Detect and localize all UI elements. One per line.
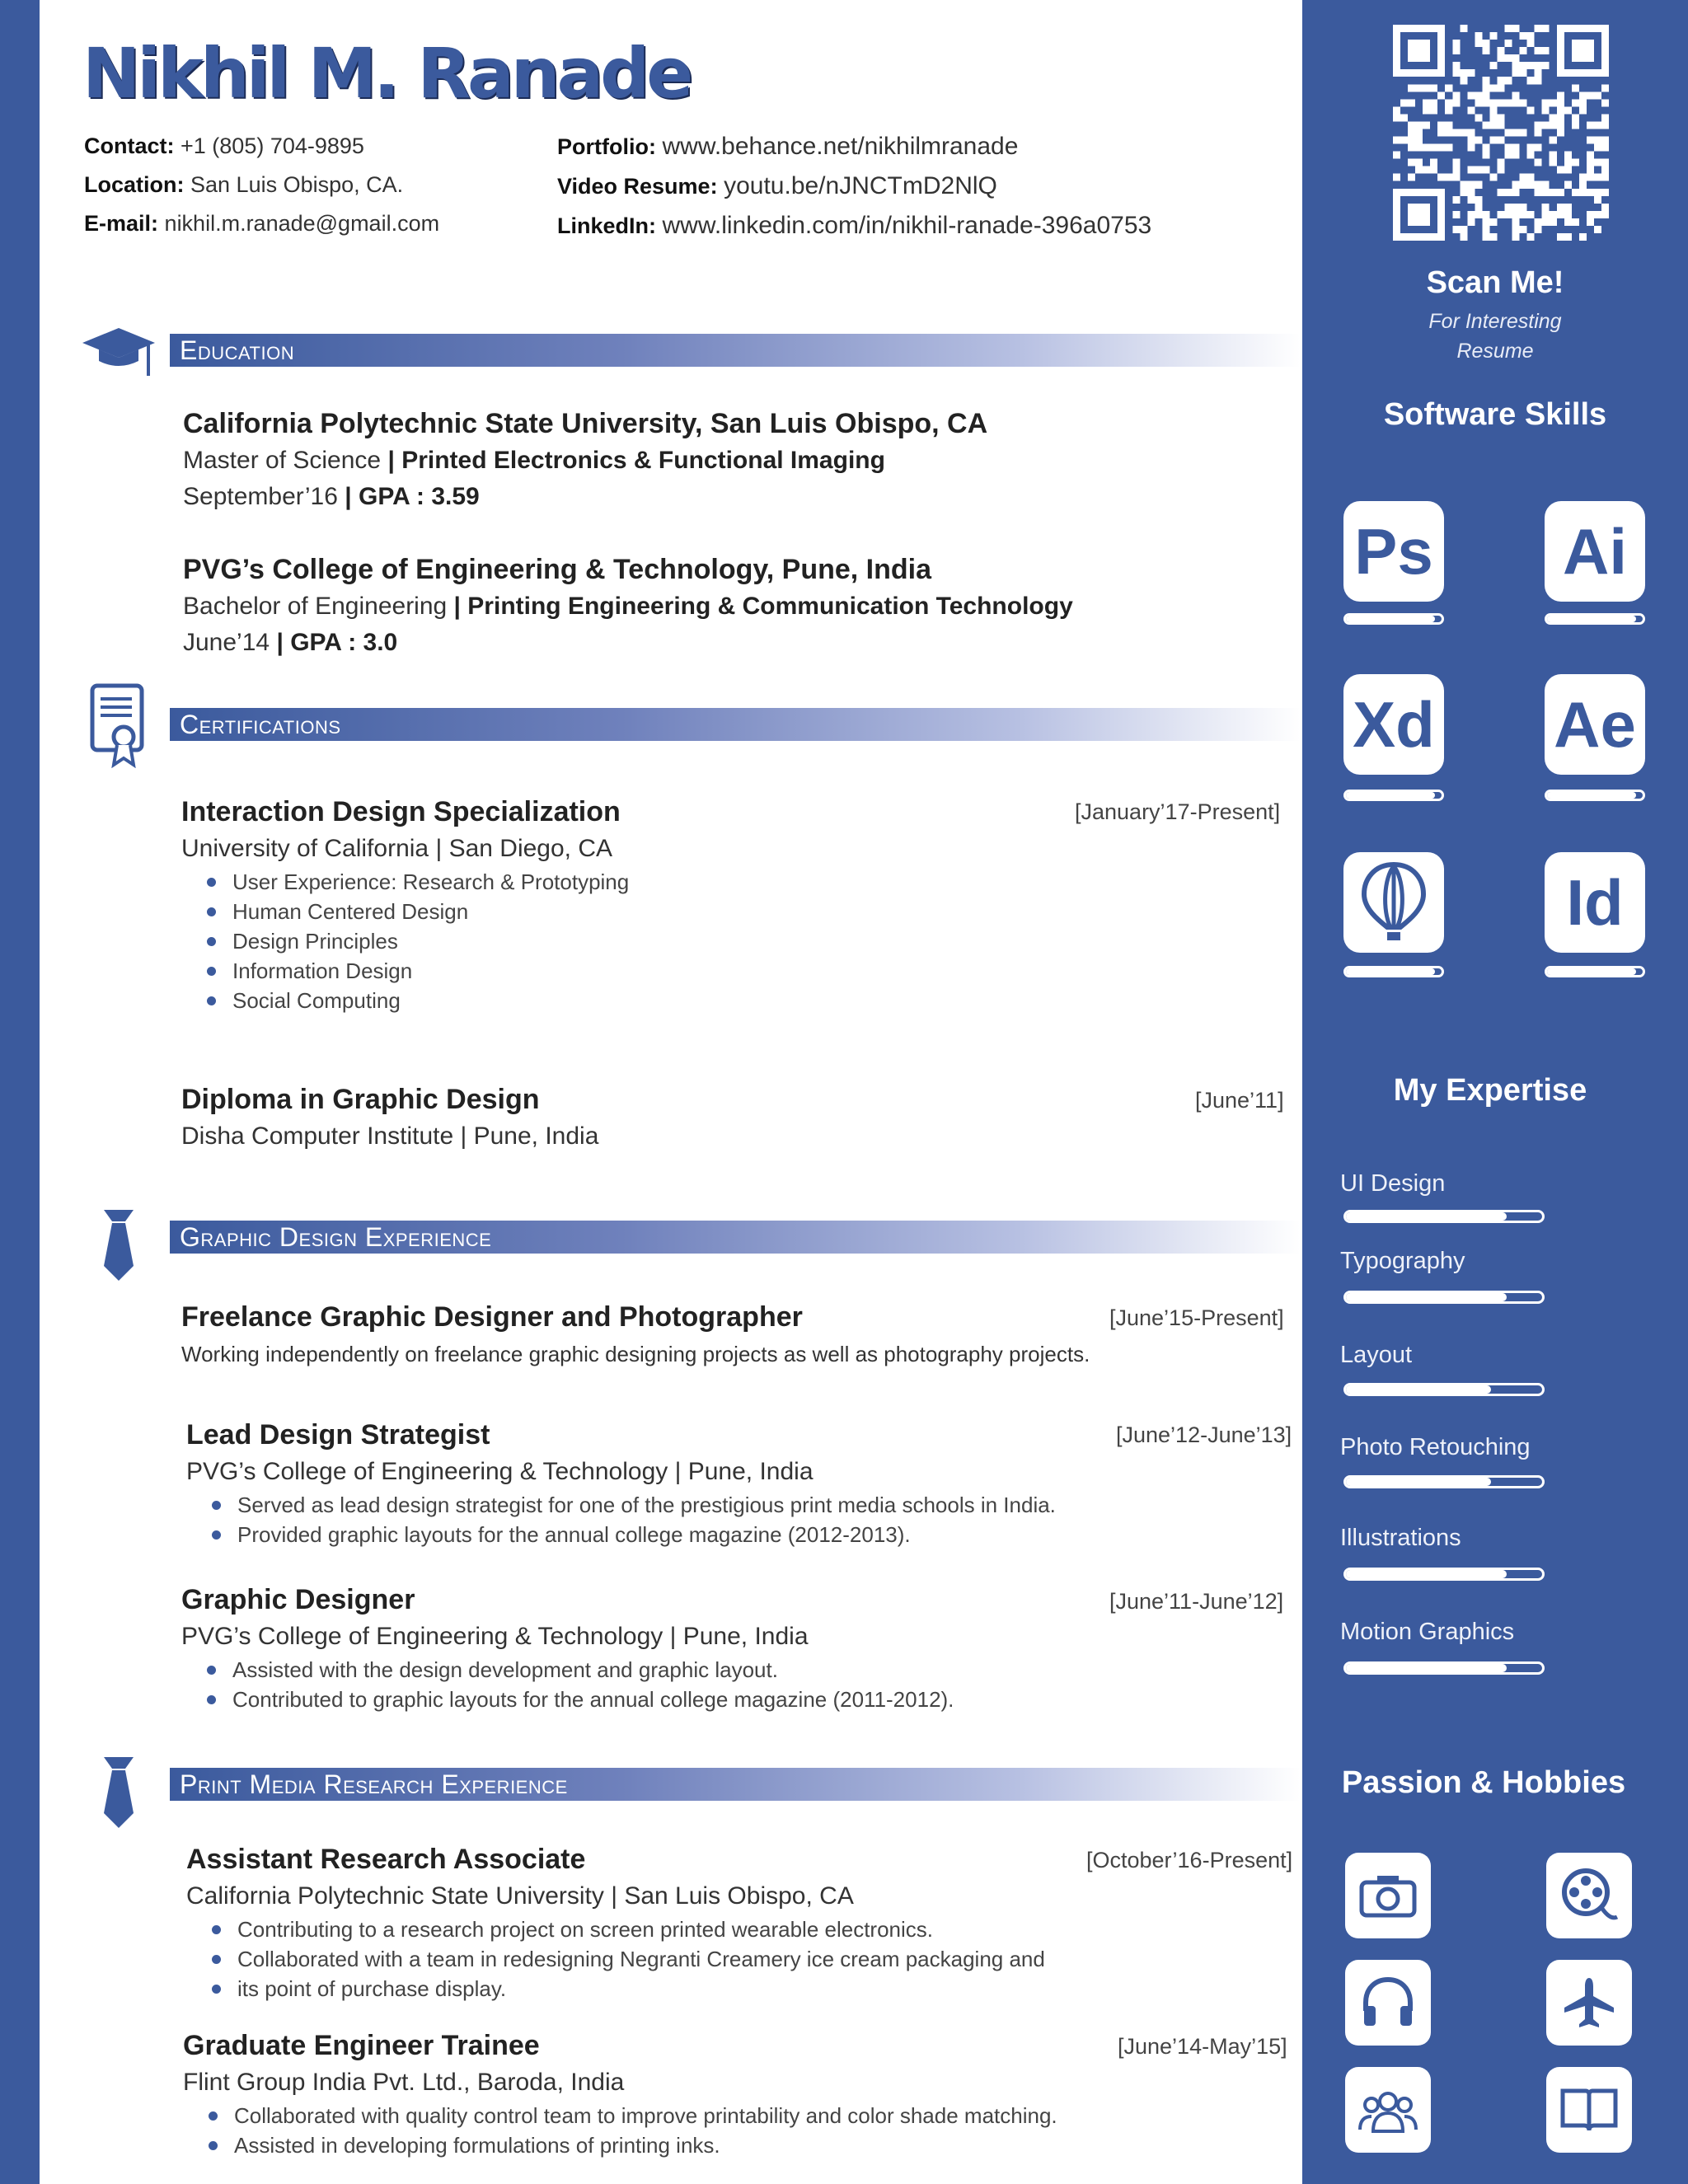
skill-bar-ai xyxy=(1545,613,1645,625)
skill-bar-ae xyxy=(1545,790,1645,801)
contact-block-right: Portfolio: www.behance.net/nikhilmranade Video Resume: youtu.be/nJNCTmD2NlQ LinkedIn: www.linkedin.com/in/nikhil-ranade-396a0753 xyxy=(557,133,1152,239)
skill-bar-ps xyxy=(1343,613,1444,625)
qr-code[interactable] xyxy=(1393,25,1609,241)
left-accent-bar xyxy=(0,0,40,2184)
certification-topics: User Experience: Research & Prototyping Human Centered Design Design Principles Information Design Social Computing xyxy=(181,867,1187,1015)
certifications-header: Certifications xyxy=(170,708,1301,741)
tie-icon xyxy=(101,1755,137,1830)
tie-icon xyxy=(101,1208,137,1282)
scan-title: Scan Me! xyxy=(1426,265,1564,300)
print-date-2: [June’14-May’15] xyxy=(1118,2034,1287,2059)
certification-date-2: [June’11] xyxy=(1195,1088,1284,1113)
skill-bar-xd xyxy=(1343,790,1444,801)
print-media-header: Print Media Research Experience xyxy=(170,1768,1301,1801)
certification-item-2: Diploma in Graphic Design Disha Computer Institute | Pune, India xyxy=(181,1084,599,1150)
education-item-1: California Polytechnic State University, San Luis Obispo, CA Master of Science | Printed Electronics & Functional Imaging September’16 | GPA : 3.59 xyxy=(183,408,988,510)
phone[interactable]: +1 (805) 704-9895 xyxy=(181,134,364,158)
expertise-bar-typography xyxy=(1343,1291,1545,1304)
hobbies-title: Passion & Hobbies xyxy=(1341,1765,1626,1800)
portfolio-link[interactable]: www.behance.net/nikhilmranade xyxy=(662,133,1019,160)
expertise-bar-illustrations xyxy=(1343,1568,1545,1581)
graphic-item-2: Lead Design Strategist PVG’s College of Engineering & Technology | Pune, India Served as lead design strategist for one of the prestigious print media schools in India. Provided graphic layouts for the annual college magazine (2012-2013). xyxy=(186,1416,1056,1549)
skill-bar-id xyxy=(1545,966,1645,977)
people-icon xyxy=(1345,2067,1431,2153)
expertise-bar-retouching xyxy=(1343,1475,1545,1488)
education-header: Education xyxy=(170,334,1301,367)
graphic-design-header: Graphic Design Experience xyxy=(170,1221,1301,1254)
expertise-title: My Expertise xyxy=(1393,1073,1587,1108)
graphic-item-3: Graphic Designer PVG’s College of Engineering & Technology | Pune, India Assisted with the design development and graphic layout. Contributed to graphic layouts for the annual college magazine (2011-2012). xyxy=(181,1581,954,1714)
sidebar: Scan Me! For Interesting Resume Software Skills Ps Ai Xd Ae Id My Expertise UI Design Typography Layout Photo Retouching Illustrations Motion Graphics Passion & Hobbies xyxy=(1302,0,1688,2184)
airplane-icon xyxy=(1546,1960,1632,2046)
film-reel-icon xyxy=(1546,1853,1632,1938)
linkedin-link[interactable]: www.linkedin.com/in/nikhil-ranade-396a0753 xyxy=(662,212,1152,239)
illustrator-icon: Ai xyxy=(1545,501,1645,602)
location: San Luis Obispo, CA. xyxy=(190,172,404,197)
certification-date-1: [January’17-Present] xyxy=(1075,799,1281,824)
education-item-2: PVG’s College of Engineering & Technology, Pune, India Bachelor of Engineering | Printing Engineering & Communication Technology June’14 | GPA : 3.0 xyxy=(183,554,1073,656)
skill-bar-balloon xyxy=(1343,966,1444,977)
video-resume-link[interactable]: youtu.be/nJNCTmD2NlQ xyxy=(724,172,997,199)
after-effects-icon: Ae xyxy=(1545,674,1645,775)
expertise-bar-motion xyxy=(1343,1661,1545,1675)
main-content xyxy=(40,0,1302,2184)
photoshop-icon: Ps xyxy=(1343,501,1444,602)
page-title: Nikhil M. Ranade xyxy=(82,33,691,114)
book-icon xyxy=(1546,2067,1632,2153)
print-date-1: [October’16-Present] xyxy=(1086,1848,1293,1872)
expertise-bar-layout xyxy=(1343,1383,1545,1396)
contact-block-left: Contact: +1 (805) 704-9895 Location: San Luis Obispo, CA. E-mail: nikhil.m.ranade@gmail.com xyxy=(84,134,440,236)
print-item-2: Graduate Engineer Trainee Flint Group India Pvt. Ltd., Baroda, India Collaborated with quality control team to improve printability and color shade matching. Assisted in developing formulations of printing inks. xyxy=(183,2027,1057,2160)
graphic-date-2: [June’12-June’13] xyxy=(1116,1422,1292,1447)
indesign-icon: Id xyxy=(1545,852,1645,953)
software-skills-title: Software Skills xyxy=(1383,397,1607,432)
graphic-date-3: [June’11-June’12] xyxy=(1109,1589,1284,1614)
xd-icon: Xd xyxy=(1343,674,1444,775)
certification-item-1: Interaction Design Specialization University of California | San Diego, CA User Experience: Research & Prototyping Human Centered Design Design Principles Information Design Social Computing xyxy=(181,793,1187,1015)
graduation-cap-icon xyxy=(81,326,157,382)
graphic-item-1: Freelance Graphic Designer and Photographer Working independently on freelance graphic designing projects as well as photography projects. xyxy=(181,1301,1090,1366)
camera-icon xyxy=(1345,1853,1431,1938)
print-item-1: Assistant Research Associate California Polytechnic State University | San Luis Obispo, CA Contributing to a research project on screen printed wearable electronics. Collaborated with a team in redesigning Negranti Creamery ice cream packaging and its point of purchase display. xyxy=(186,1840,1045,2004)
email-link[interactable]: nikhil.m.ranade@gmail.com xyxy=(164,211,440,236)
graphic-date-1: [June’15-Present] xyxy=(1109,1305,1284,1330)
hot-air-balloon-icon xyxy=(1343,852,1444,953)
headphones-icon xyxy=(1345,1960,1431,2046)
expertise-bar-ui xyxy=(1343,1210,1545,1223)
certificate-icon xyxy=(89,682,147,768)
